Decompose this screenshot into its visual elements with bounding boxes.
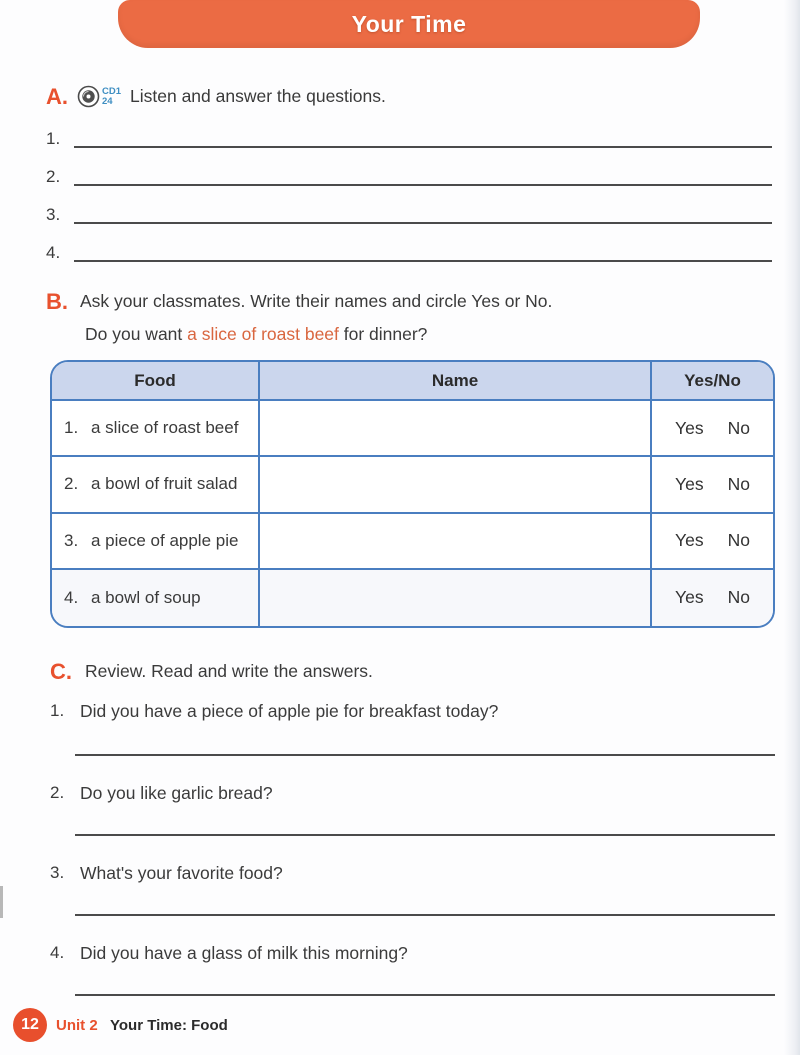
review-question bbox=[50, 783, 273, 804]
cd-number: CD1 bbox=[102, 86, 122, 97]
row-number: 4. bbox=[64, 587, 79, 607]
yesno-cell bbox=[652, 457, 773, 513]
no-option[interactable]: No bbox=[727, 473, 750, 494]
yes-option[interactable]: Yes bbox=[675, 587, 704, 608]
name-write-cell[interactable] bbox=[260, 514, 652, 570]
question-text: Did you have a glass of milk this morning? bbox=[80, 943, 408, 963]
page-number: 12 bbox=[21, 1016, 39, 1033]
section-a-label: A. bbox=[46, 83, 68, 109]
yes-option[interactable]: Yes bbox=[675, 473, 704, 494]
question-number: 2. bbox=[50, 783, 65, 802]
answer-blank-row bbox=[46, 224, 772, 262]
table-row-food bbox=[52, 570, 260, 626]
yesno-cell bbox=[652, 514, 773, 570]
cd-track-label bbox=[102, 87, 121, 106]
answer-line[interactable] bbox=[74, 260, 772, 262]
blank-number: 1. bbox=[46, 129, 61, 148]
column-header-yesno: Yes/No bbox=[652, 362, 773, 401]
question-text: Did you have a piece of apple pie for breakfast today? bbox=[80, 701, 499, 721]
question-number: 4. bbox=[50, 943, 65, 962]
no-option[interactable]: No bbox=[727, 530, 750, 551]
no-option[interactable]: No bbox=[727, 587, 750, 608]
name-write-cell[interactable] bbox=[260, 401, 652, 457]
food-label: a slice of roast beef bbox=[91, 418, 239, 438]
page-title: Your Time bbox=[351, 10, 467, 37]
example-prefix: Do you want bbox=[85, 324, 188, 344]
yes-option[interactable]: Yes bbox=[675, 417, 704, 438]
section-a-header bbox=[46, 85, 386, 108]
cd-icon bbox=[77, 85, 100, 108]
example-highlight: a slice of roast beef bbox=[187, 324, 339, 344]
audio-track-badge bbox=[77, 85, 121, 108]
page-edge-shadow bbox=[784, 0, 800, 1055]
row-number: 1. bbox=[64, 418, 79, 438]
review-question bbox=[50, 701, 498, 722]
section-b-instruction: Ask your classmates. Write their names and circle Yes or No. bbox=[80, 291, 553, 311]
answer-line[interactable] bbox=[75, 754, 775, 756]
yesno-cell bbox=[652, 570, 773, 626]
answer-line[interactable] bbox=[75, 994, 775, 996]
answer-blank-row bbox=[46, 186, 772, 224]
scan-artifact-line bbox=[0, 886, 3, 918]
answer-line[interactable] bbox=[75, 834, 775, 836]
blank-number: 4. bbox=[46, 243, 61, 262]
row-number: 2. bbox=[64, 474, 79, 494]
question-text: What's your favorite food? bbox=[80, 863, 283, 883]
page-number-badge bbox=[13, 1008, 47, 1042]
column-header-name: Name bbox=[260, 362, 652, 401]
question-number: 1. bbox=[50, 701, 65, 720]
food-label: a bowl of soup bbox=[91, 587, 201, 607]
survey-table bbox=[50, 360, 775, 628]
table-row-food bbox=[52, 514, 260, 570]
section-b-label: B. bbox=[46, 289, 68, 314]
no-option[interactable]: No bbox=[727, 417, 750, 438]
section-b-header bbox=[46, 291, 552, 313]
table-row-food bbox=[52, 457, 260, 513]
yes-option[interactable]: Yes bbox=[675, 530, 704, 551]
page-banner bbox=[118, 0, 700, 48]
section-c-instruction: Review. Read and write the answers. bbox=[85, 661, 373, 681]
yesno-cell bbox=[652, 401, 773, 457]
review-question bbox=[50, 863, 283, 884]
row-number: 3. bbox=[64, 530, 79, 550]
answer-blank-row bbox=[46, 148, 772, 186]
review-question bbox=[50, 943, 408, 964]
question-number: 3. bbox=[50, 863, 65, 882]
section-b-example-question bbox=[85, 324, 427, 345]
answer-line[interactable] bbox=[74, 146, 772, 148]
section-c-label: C. bbox=[50, 659, 72, 684]
answer-line[interactable] bbox=[75, 914, 775, 916]
blank-number: 2. bbox=[46, 167, 61, 186]
blank-number: 3. bbox=[46, 205, 61, 224]
footer-unit-title: Your Time: Food bbox=[110, 1017, 228, 1034]
answer-line[interactable] bbox=[74, 222, 772, 224]
example-suffix: for dinner? bbox=[338, 324, 428, 344]
answer-line[interactable] bbox=[74, 184, 772, 186]
section-a-instruction: Listen and answer the questions. bbox=[130, 86, 386, 106]
section-c-header bbox=[50, 661, 373, 683]
track-number: 24 bbox=[102, 95, 113, 107]
column-header-food: Food bbox=[52, 362, 260, 401]
table-row-food bbox=[52, 401, 260, 457]
section-a-blanks bbox=[46, 110, 772, 262]
name-write-cell[interactable] bbox=[260, 457, 652, 513]
answer-blank-row bbox=[46, 110, 772, 148]
footer-unit-label: Unit 2 bbox=[56, 1017, 98, 1034]
food-label: a bowl of fruit salad bbox=[91, 474, 238, 494]
name-write-cell[interactable] bbox=[260, 570, 652, 626]
food-label: a piece of apple pie bbox=[91, 530, 239, 550]
question-text: Do you like garlic bread? bbox=[80, 783, 273, 803]
